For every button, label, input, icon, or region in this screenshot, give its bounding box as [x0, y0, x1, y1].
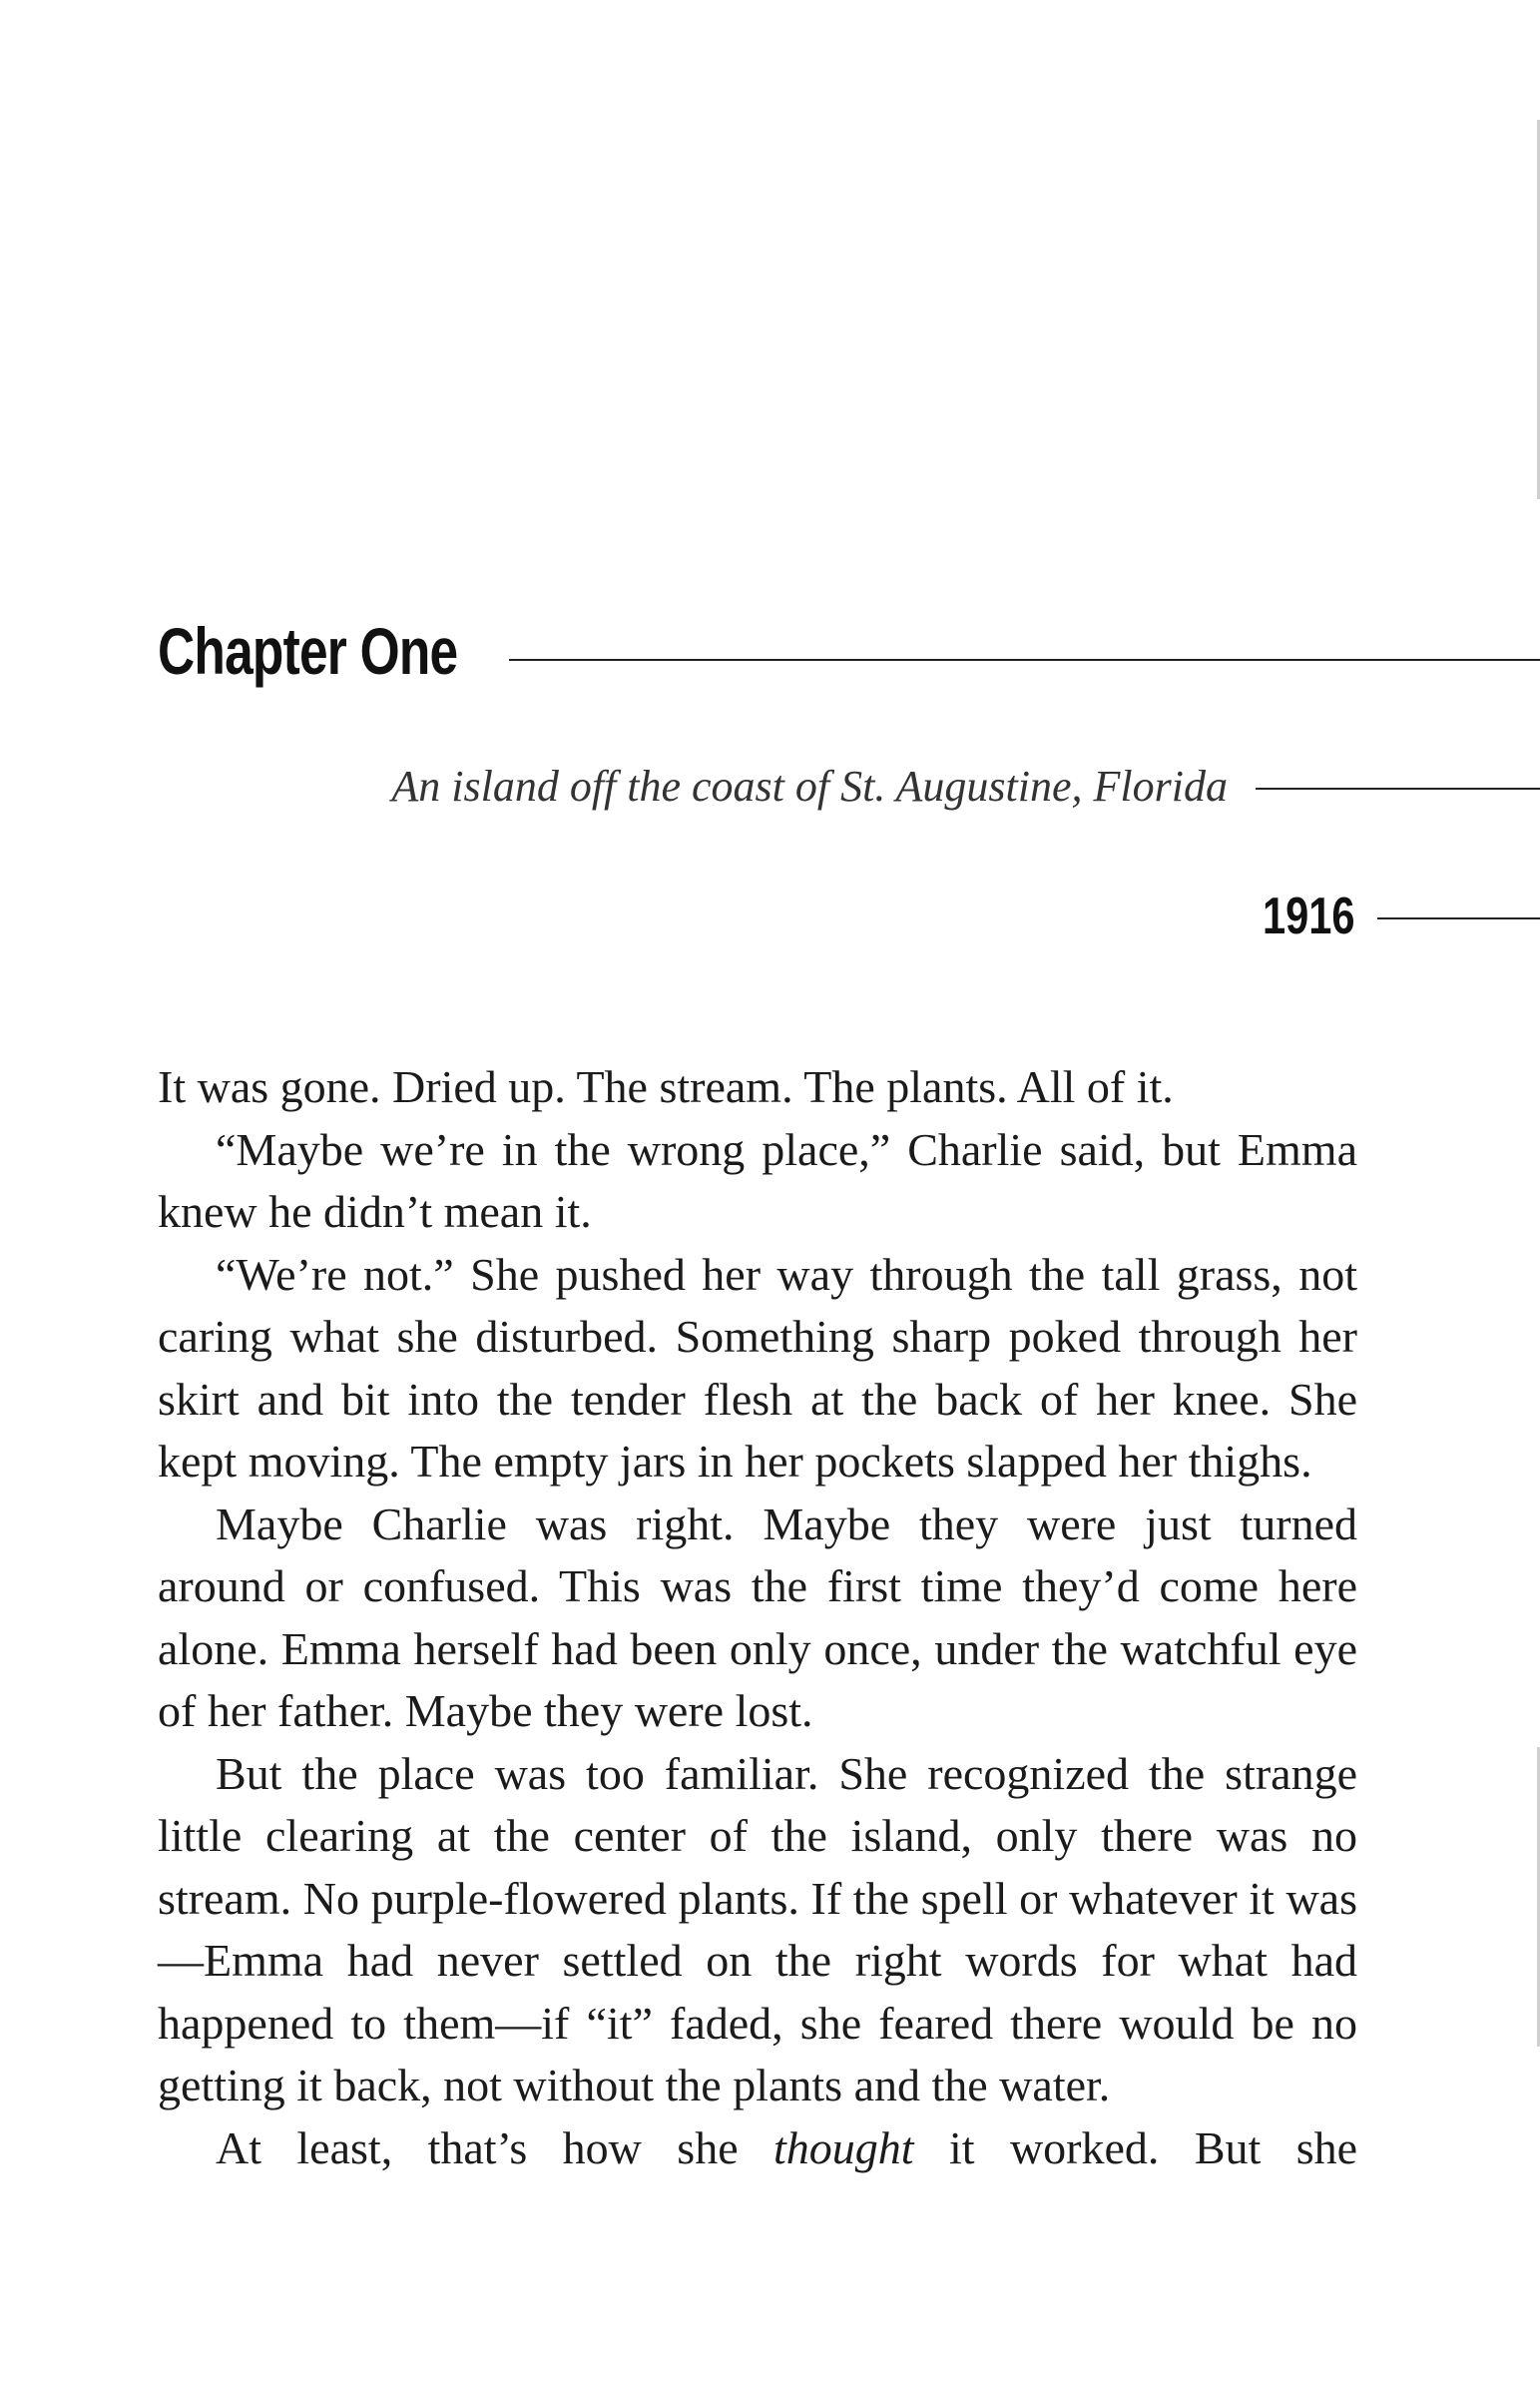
chapter-body: [158, 1056, 1357, 2179]
paragraph-1: It was gone. Dried up. The stream. The plants. All of it.: [158, 1061, 1174, 1112]
chapter-year: 1916: [1263, 888, 1355, 945]
year-rule: [1377, 917, 1540, 919]
location-rule: [1256, 788, 1540, 790]
chapter-title: Chapter One: [158, 614, 458, 688]
paragraph-5: But the place was too familiar. She recognized the strange little clearing at the center of the island, only there was no stream. No purple-flowered plants. If the spell or whatever it was—Emma had never settled on the right words for what had happened to them—if “it” faded, she feared there would be no getting it back, not without the plants and the water.: [158, 1747, 1357, 2110]
paragraph-2: “Maybe we’re in the wrong place,” Charlie said, but Emma knew he didn’t mean it.: [158, 1123, 1357, 1237]
paragraph-6-start: At least, that’s how she: [216, 2121, 774, 2173]
emphasized-word: thought: [773, 2121, 914, 2173]
paragraph-4: Maybe Charlie was right. Maybe they were just turned around or confused. This was the first time they’d come here alone. Emma herself had been only once, under the watchful eye of her father. Maybe they were lost.: [158, 1497, 1357, 1736]
paragraph-6: [158, 2117, 1357, 2180]
chapter-title-rule: [509, 659, 1540, 661]
paragraph-6-end: it worked. But she: [913, 2121, 1358, 2173]
chapter-location: An island off the coast of St. Augustine, Florida: [391, 762, 1228, 811]
paragraph-3: “We’re not.” She pushed her way through the tall grass, not caring what she disturbed. Something sharp poked through her skirt and bit into the tender flesh at the back of her knee. She kept moving. The empty jars in her pockets slapped her thighs.: [158, 1248, 1357, 1487]
